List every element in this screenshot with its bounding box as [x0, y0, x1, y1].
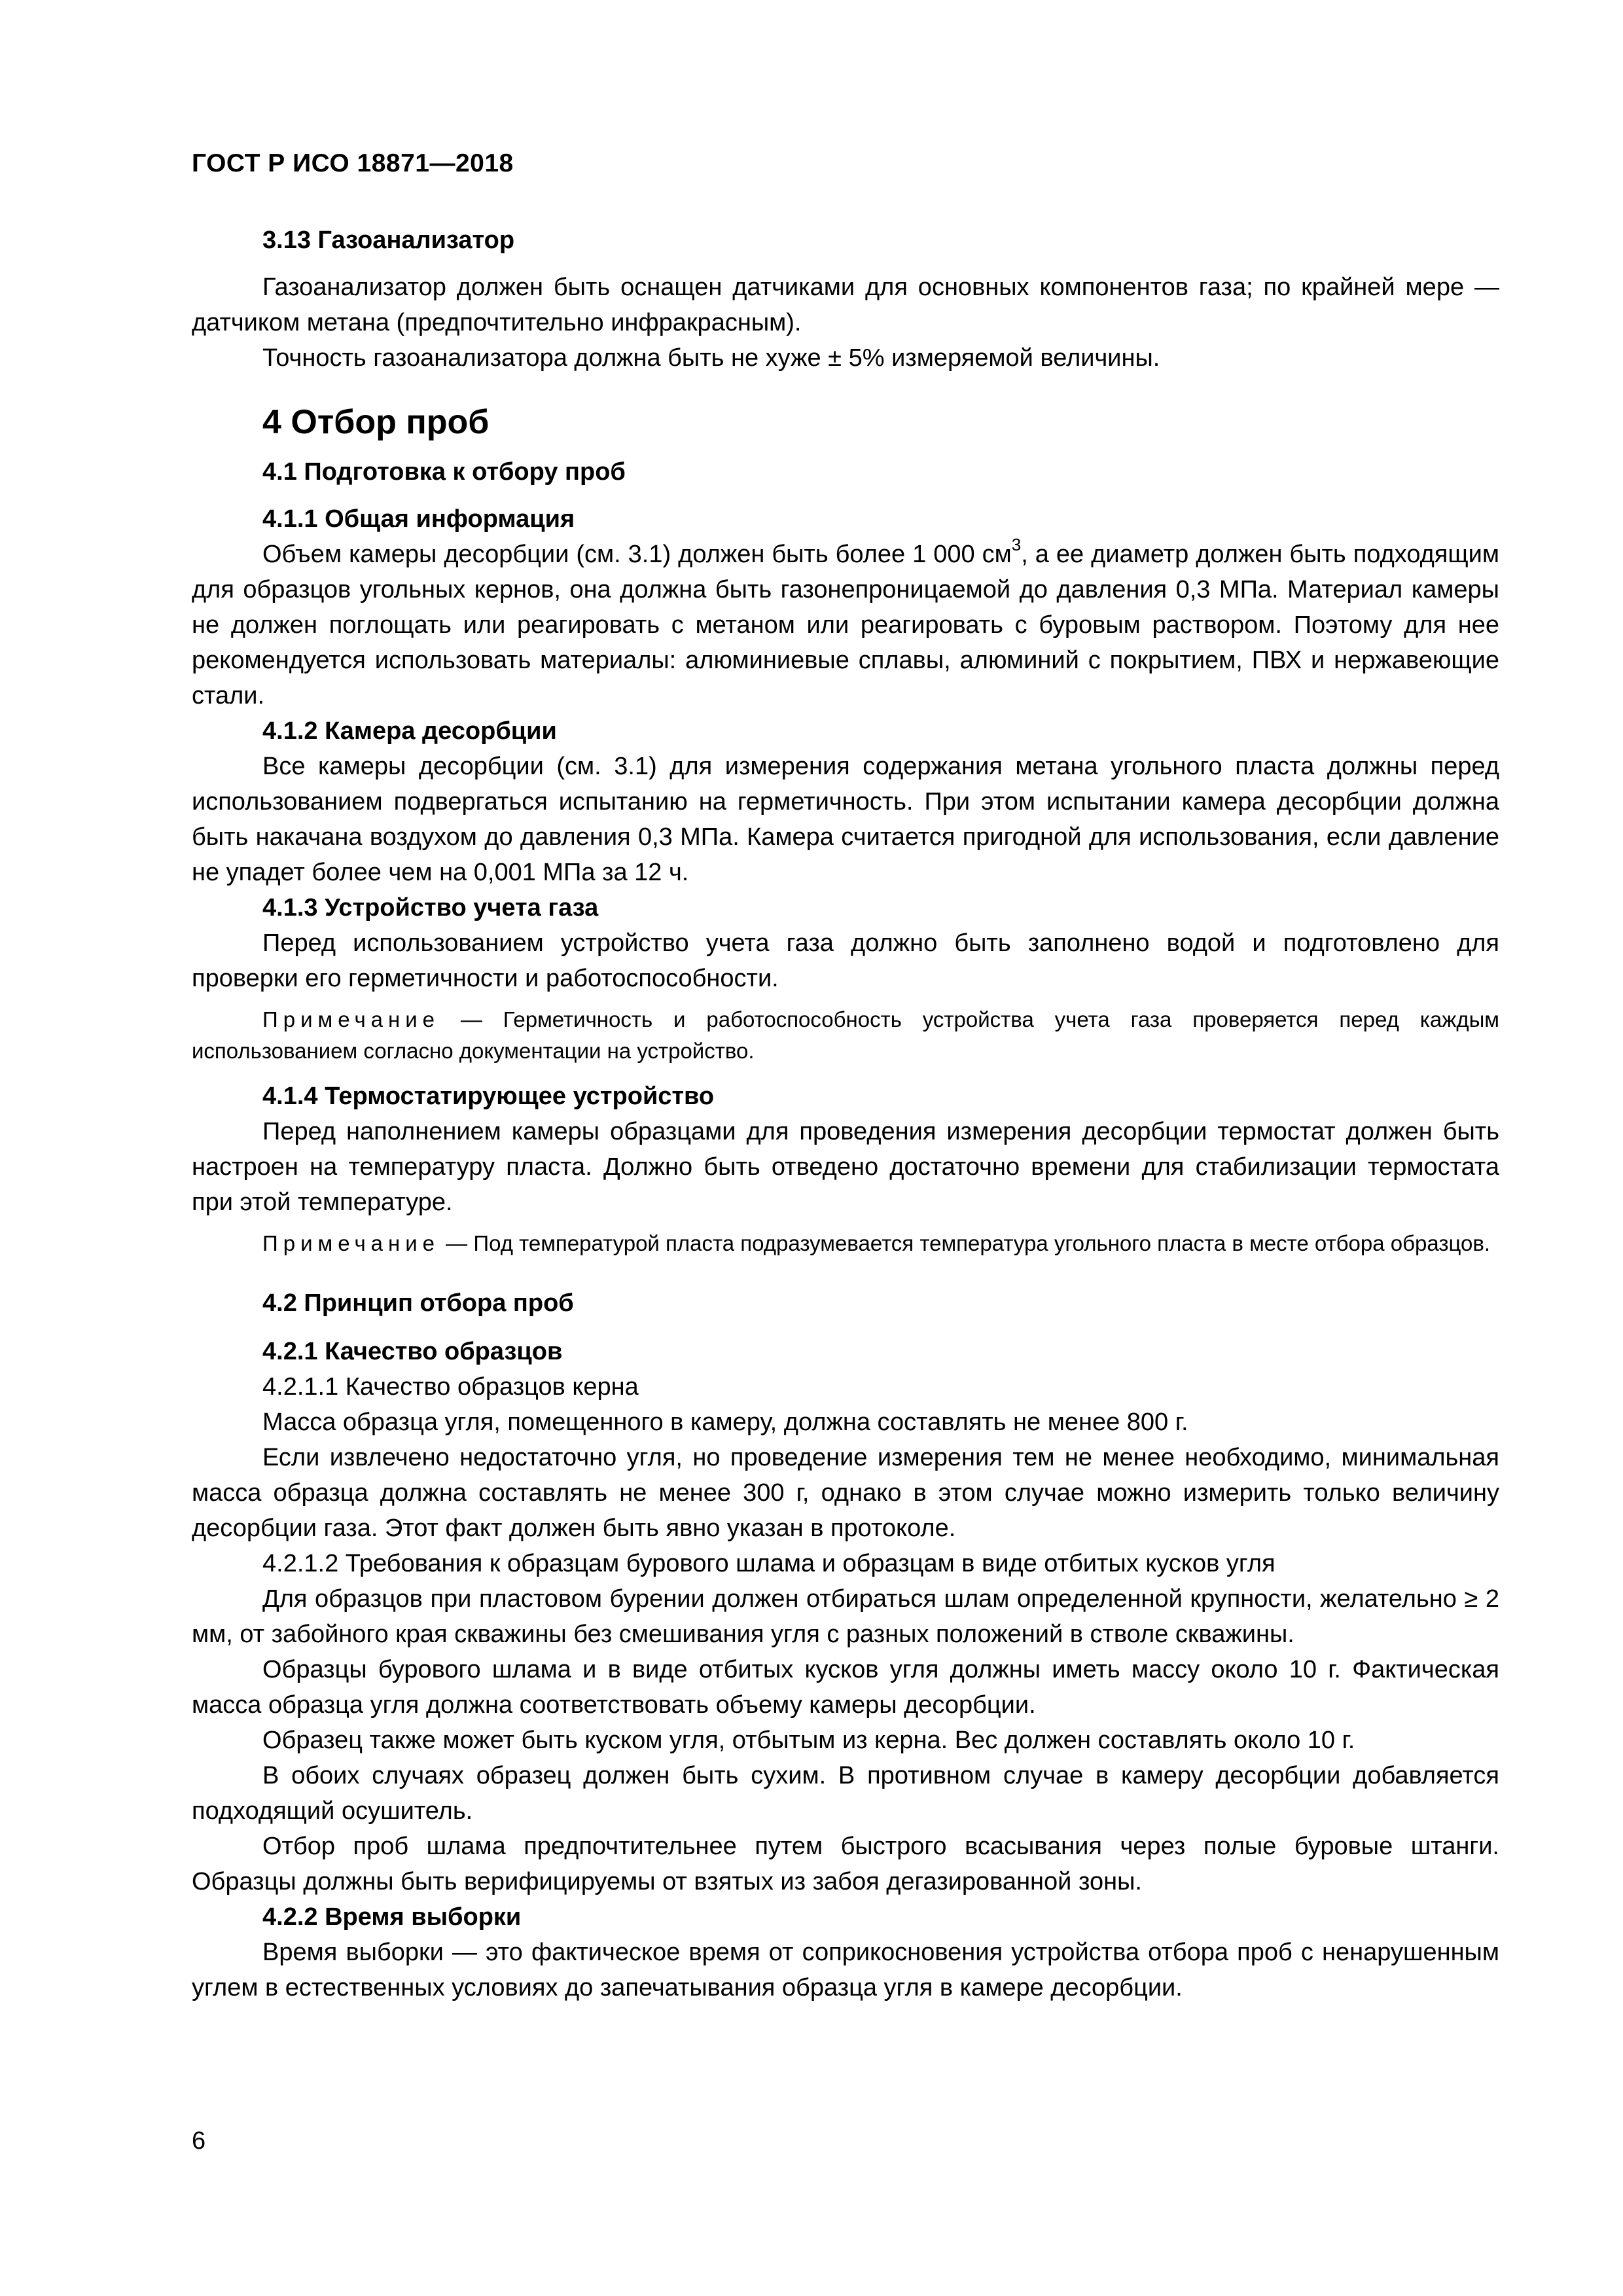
- document-header: ГОСТ Р ИСО 18871—2018: [192, 149, 514, 177]
- superscript: 3: [1011, 535, 1022, 555]
- note-text: — Под температурой пласта подразумевается температура угольного пласта в месте отбора образцов.: [440, 1231, 1491, 1255]
- subsection-4-2-1-2: 4.2.1.2 Требования к образцам бурового шлама и образцам в виде отбитых кусков угля: [262, 1550, 1275, 1577]
- heading-4-2: 4.2 Принцип отбора проб: [262, 1289, 574, 1317]
- paragraph: Все камеры десорбции (см. 3.1) для измерения содержания метана угольного пласта должны перед использованием подвергаться испытанию на герметичность. При этом испытании камера десорбции должна быть накачана воздухом до давления 0,3 МПа. Камера считается пригодной для использования, если давление не упадет более чем на 0,001 МПа за 12 ч.: [192, 753, 1499, 886]
- note-label: Примечание: [262, 1231, 440, 1255]
- heading-3-13: 3.13 Газоанализатор: [262, 226, 515, 254]
- page-number: 6: [192, 2127, 206, 2155]
- paragraph: Образцы бурового шлама и в виде отбитых кусков угля должны иметь массу около 10 г. Фактическая масса образца угля должна соответствовать объему камеры десорбции.: [192, 1656, 1499, 1719]
- heading-4-1-1: 4.1.1 Общая информация: [262, 505, 575, 533]
- text-run: , а ее диаметр должен быть подходящим для образцов угольных кернов, она должна быть газонепроницаемой до давления 0,3 МПа. Материал камеры не должен поглощать или реагировать с метаном или реагировать с буровым раствором. Поэтому для нее рекомендуется использовать материалы: алюминиевые сплавы, алюминий с покрытием, ПВХ и нержавеющие стали.: [192, 541, 1499, 709]
- note: [192, 1228, 1499, 1259]
- note-text: — Герметичность и работоспособность устройства учета газа проверяется перед каждым использованием согласно документации на устройство.: [192, 1007, 1499, 1063]
- paragraph: Перед использованием устройство учета газа должно быть заполнено водой и подготовлено для проверки его герметичности и работоспособности.: [192, 929, 1499, 992]
- paragraph: В обоих случаях образец должен быть сухим. В противном случае в камеру десорбции добавляется подходящий осушитель.: [192, 1762, 1499, 1825]
- paragraph: Газоанализатор должен быть оснащен датчиками для основных компонентов газа; по крайней мере — датчиком метана (предпочтительно инфракрасным).: [192, 274, 1499, 336]
- paragraph: Время выборки — это фактическое время от соприкосновения устройства отбора проб с ненарушенным углем в естественных условиях до запечатывания образца угля в камере десорбции.: [192, 1939, 1499, 2001]
- document-body: [192, 223, 1499, 2005]
- paragraph: Отбор проб шлама предпочтительнее путем быстрого всасывания через полые буровые штанги. Образцы должны быть верифицируемы от взятых из забоя дегазированной зоны.: [192, 1833, 1499, 1895]
- paragraph: Если извлечено недостаточно угля, но проведение измерения тем не менее необходимо, минимальная масса образца должна составлять не менее 300 г, однако в этом случае можно измерить только величину десорбции газа. Этот факт должен быть явно указан в протоколе.: [192, 1444, 1499, 1542]
- heading-4-2-2: 4.2.2 Время выборки: [262, 1903, 522, 1931]
- paragraph: Точность газоанализатора должна быть не хуже ± 5% измеряемой величины.: [262, 344, 1160, 372]
- note: [192, 1004, 1499, 1067]
- paragraph: Образец также может быть куском угля, отбытым из керна. Вес должен составлять около 10 г.: [262, 1727, 1355, 1754]
- paragraph: Для образцов при пластовом бурении должен отбираться шлам определенной крупности, желательно ≥ 2 мм, от забойного края скважины без смешивания угля с разных положений в стволе скважины.: [192, 1585, 1499, 1648]
- subsection-4-2-1-1: 4.2.1.1 Качество образцов керна: [262, 1373, 639, 1401]
- paragraph: Перед наполнением камеры образцами для проведения измерения десорбции термостат должен быть настроен на температуру пласта. Должно быть отведено достаточно времени для стабилизации термостата при этой температуре.: [192, 1118, 1499, 1216]
- heading-4-2-1: 4.2.1 Качество образцов: [262, 1338, 563, 1365]
- heading-4-1-3: 4.1.3 Устройство учета газа: [262, 894, 599, 922]
- text-run: Объем камеры десорбции (см. 3.1) должен быть более 1 000 см: [262, 541, 1012, 568]
- heading-4-1: 4.1 Подготовка к отбору проб: [262, 458, 626, 486]
- paragraph: [192, 537, 1499, 713]
- paragraph: Масса образца угля, помещенного в камеру, должна составлять не менее 800 г.: [262, 1408, 1188, 1436]
- heading-section-4: 4 Отбор проб: [262, 403, 490, 441]
- note-label: Примечание: [262, 1007, 440, 1031]
- heading-4-1-4: 4.1.4 Термостатирующее устройство: [262, 1083, 715, 1110]
- heading-4-1-2: 4.1.2 Камера десорбции: [262, 717, 557, 745]
